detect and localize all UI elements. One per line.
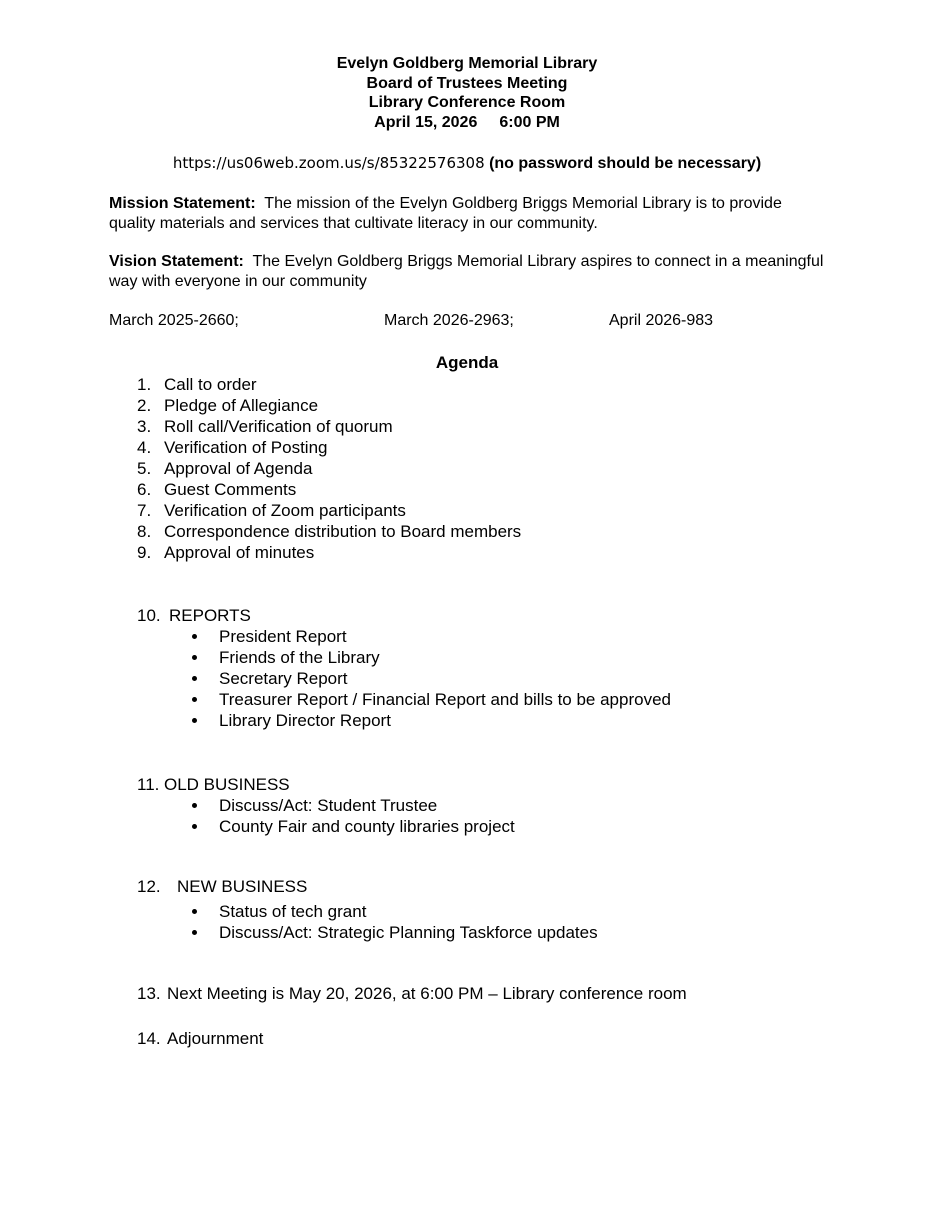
agenda-item-text: Call to order [164,375,257,394]
agenda-item-number: 14. [137,1029,161,1048]
bullet-icon [192,718,197,723]
report-bullet-text: Treasurer Report / Financial Report and bills to be approved [219,690,671,709]
next-meeting-text: Next Meeting is May 20, 2026, at 6:00 PM – Library conference room [167,984,687,1003]
agenda-item-number: 1. [137,375,152,394]
agenda-item-number: 10. [137,606,161,625]
mission-label: Mission Statement: [109,195,256,212]
new-business-title: NEW BUSINESS [177,877,308,896]
library-name: Evelyn Goldberg Memorial Library [336,55,598,72]
meeting-time: 6:00 PM [499,113,560,131]
bullet-icon [192,824,197,829]
bullet-icon [192,930,197,935]
agenda-item-number: 6. [137,480,152,499]
agenda-item-number: 9. [137,543,152,562]
old-business-bullet-text: Discuss/Act: Student Trustee [219,796,438,815]
document-header [0,54,934,132]
bullet-icon [192,634,197,639]
agenda-item-number: 5. [137,459,152,478]
agenda-item-number: 11. [137,775,160,794]
meeting-location: Library Conference Room [368,94,566,111]
agenda-item-number: 12. [137,877,161,896]
agenda-item-text: Verification of Posting [164,438,328,457]
meeting-title: Board of Trustees Meeting [366,74,568,92]
vision-statement [109,252,829,292]
new-business-bullet-text: Status of tech grant [219,902,367,921]
agenda-item-text: Roll call/Verification of quorum [164,417,393,436]
agenda-item-text: Approval of minutes [164,543,315,562]
adjournment-text: Adjournment [167,1029,264,1048]
mission-statement [109,194,829,234]
old-business-bullet-text: County Fair and county libraries project [219,817,515,836]
stat-march-2026: March 2026-2963; [384,312,514,329]
meeting-date: April 15, 2026 [374,113,478,131]
agenda-item-number: 8. [137,522,152,541]
meeting-date-time [0,113,934,133]
agenda-item-number: 13. [137,984,161,1003]
circulation-stats [0,312,934,334]
agenda-item-text: Pledge of Allegiance [164,396,319,415]
bullet-icon [192,909,197,914]
agenda-item-number: 7. [137,501,152,520]
report-bullet-text: President Report [219,627,347,646]
mission-text: The mission of the Evelyn Goldberg Briggs Memorial Library is to provide quality materials and services that cultivate literacy in our community. [109,195,782,232]
zoom-link[interactable]: https://us06web.zoom.us/s/85322576308 [172,154,485,172]
agenda-item-text: Correspondence distribution to Board members [164,522,522,541]
stat-march-2025: March 2025-2660; [109,312,239,329]
bullet-icon [192,676,197,681]
vision-label: Vision Statement: [109,253,244,270]
stat-april-2026: April 2026-983 [609,312,714,329]
bullet-icon [192,655,197,660]
zoom-password-note: (no password should be necessary) [489,155,762,172]
bullet-icon [192,803,197,808]
vision-text: The Evelyn Goldberg Briggs Memorial Library aspires to connect in a meaningful way with everyone in our community [109,253,824,290]
report-bullet-text: Library Director Report [219,711,391,730]
agenda-item-text: Guest Comments [164,480,297,499]
report-bullet-text: Secretary Report [219,669,348,688]
bullet-icon [192,697,197,702]
agenda-item-number: 4. [137,438,152,457]
new-business-bullet-text: Discuss/Act: Strategic Planning Taskforce updates [219,923,598,942]
agenda-item-text: Verification of Zoom participants [164,501,406,520]
reports-title: REPORTS [169,606,251,625]
agenda-item-number: 3. [137,417,152,436]
agenda-item-text: Approval of Agenda [164,459,313,478]
agenda-item-number: 2. [137,396,152,415]
zoom-line [0,154,934,173]
old-business-title: OLD BUSINESS [164,775,290,794]
report-bullet-text: Friends of the Library [219,648,380,667]
agenda-title: Agenda [435,353,499,372]
